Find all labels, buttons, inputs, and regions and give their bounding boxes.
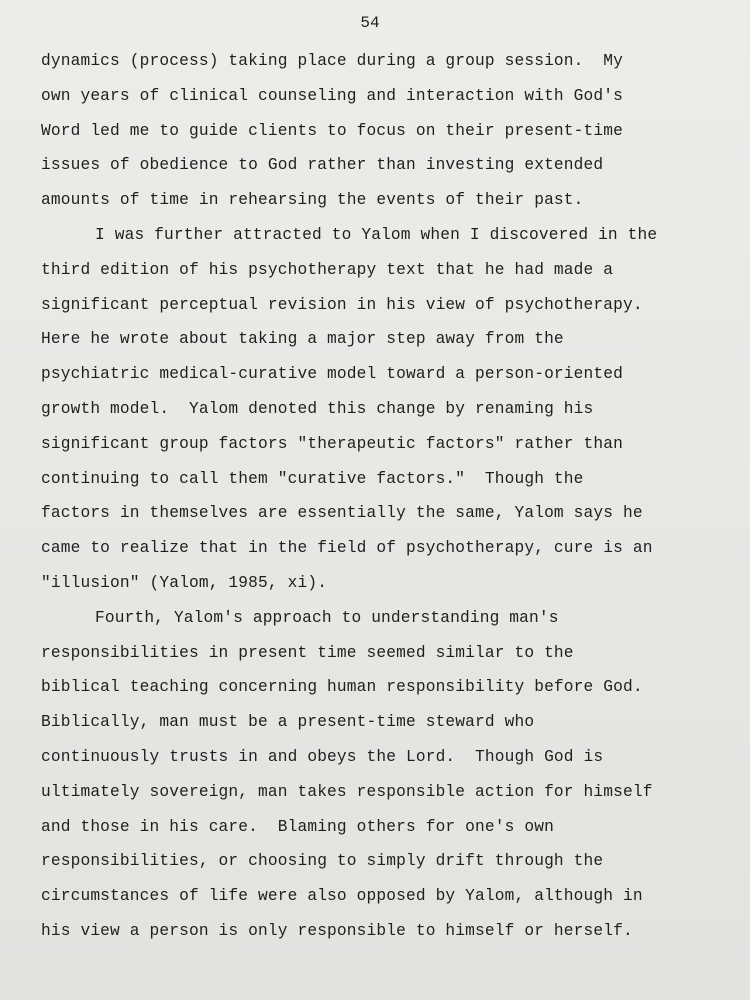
text-line: responsibilities, or choosing to simply drift through the bbox=[41, 852, 604, 871]
text-line: Fourth, Yalom's approach to understanding man's bbox=[95, 608, 559, 627]
text-line: psychiatric medical-curative model toward a person-oriented bbox=[41, 365, 623, 384]
text-line: factors in themselves are essentially the same, Yalom says he bbox=[41, 504, 643, 523]
text-line: dynamics (process) taking place during a group session. My bbox=[41, 52, 623, 70]
text-line: amounts of time in rehearsing the events of their past. bbox=[41, 191, 584, 210]
text-line: significant perceptual revision in his view of psychotherapy. bbox=[41, 295, 643, 314]
page-number: 54 bbox=[360, 14, 380, 32]
text-line: and those in his care. Blaming others for one's own bbox=[41, 817, 554, 836]
text-line: significant group factors "therapeutic factors" rather than bbox=[41, 434, 623, 453]
body-text bbox=[41, 44, 731, 949]
text-line: Here he wrote about taking a major step away from the bbox=[41, 330, 564, 349]
text-line: his view a person is only responsible to himself or herself. bbox=[41, 921, 633, 940]
text-line: came to realize that in the field of psychotherapy, cure is an bbox=[41, 539, 653, 558]
text-line: ultimately sovereign, man takes responsible action for himself bbox=[41, 782, 653, 801]
text-line: continuously trusts in and obeys the Lord. Though God is bbox=[41, 747, 604, 766]
text-line: I was further attracted to Yalom when I discovered in the bbox=[95, 225, 658, 244]
text-line: biblical teaching concerning human responsibility before God. bbox=[41, 678, 643, 697]
text-line: continuing to call them "curative factors." Though the bbox=[41, 469, 584, 488]
text-line: Biblically, man must be a present-time steward who bbox=[41, 713, 535, 732]
text-line: Word led me to guide clients to focus on their present-time bbox=[41, 121, 623, 140]
text-line: circumstances of life were also opposed by Yalom, although in bbox=[41, 887, 643, 906]
text-line: issues of obedience to God rather than investing extended bbox=[41, 156, 604, 175]
text-line: growth model. Yalom denoted this change by renaming his bbox=[41, 399, 594, 418]
text-line: own years of clinical counseling and interaction with God's bbox=[41, 86, 623, 105]
text-line: "illusion" (Yalom, 1985, xi). bbox=[41, 573, 328, 592]
text-line: responsibilities in present time seemed similar to the bbox=[41, 643, 574, 662]
text-line: third edition of his psychotherapy text that he had made a bbox=[41, 260, 614, 279]
